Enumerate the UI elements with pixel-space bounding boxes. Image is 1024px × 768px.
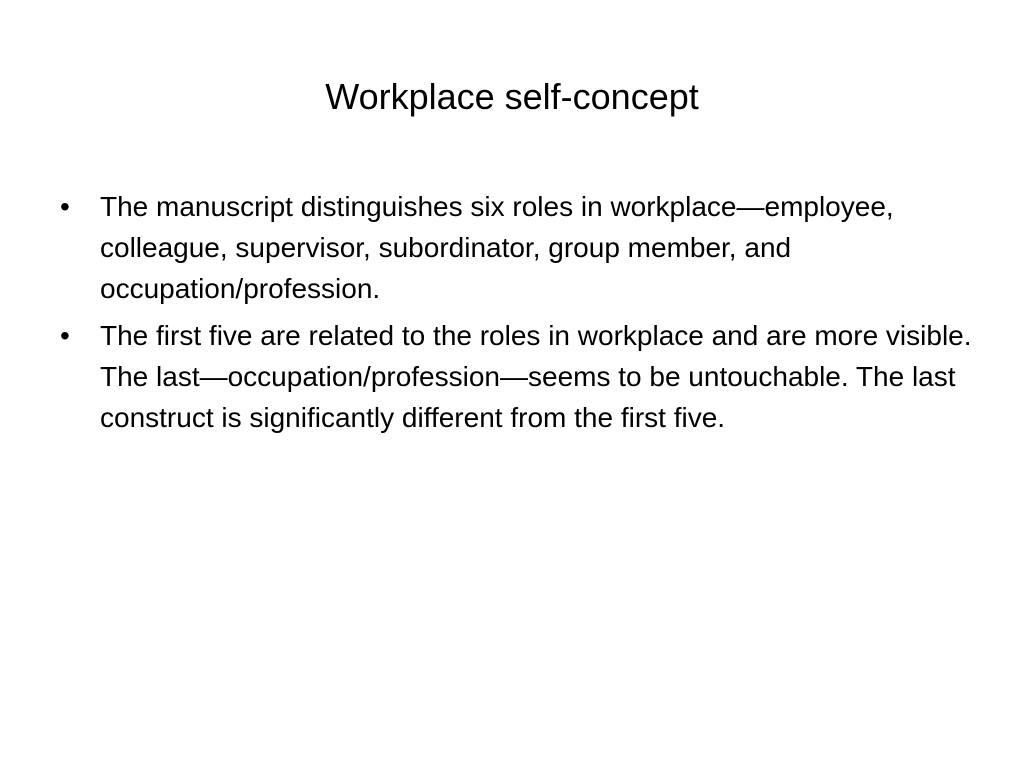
bullet-icon: •: [60, 320, 70, 351]
bullet-item: [60, 186, 980, 309]
slide-title: Workplace self-concept: [325, 76, 699, 117]
bullet-text: The first five are related to the roles in workplace and are more visible. The last—occupation/profession—seems to be untouchable. The last construct is significantly different from the first five.: [100, 320, 972, 433]
bullet-list: [60, 186, 980, 444]
bullet-text: The manuscript distinguishes six roles in workplace—employee, colleague, supervisor, subordinator, group member, and occupation/profession.: [100, 191, 894, 304]
bullet-icon: •: [60, 191, 70, 222]
bullet-item: [60, 315, 980, 438]
